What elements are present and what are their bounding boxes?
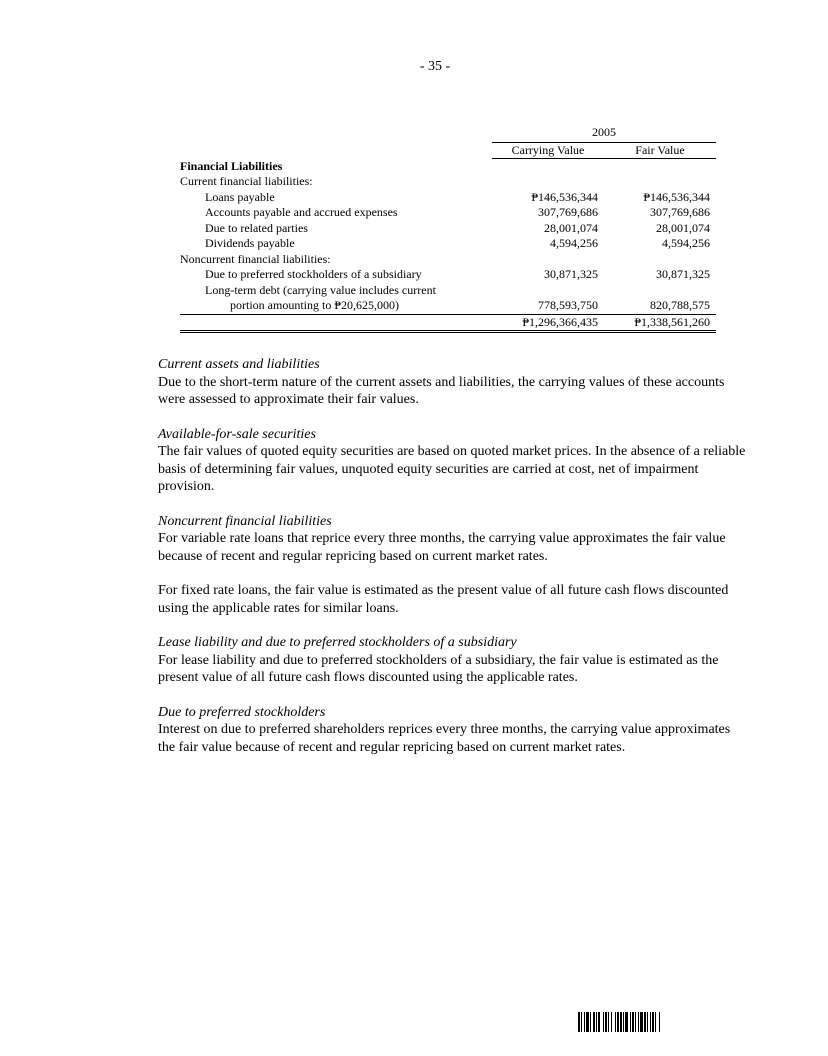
notes-section <box>158 356 748 773</box>
total-fair-value: ₱1,338,561,260 <box>604 314 716 332</box>
fair-value-cell: 4,594,256 <box>662 236 710 250</box>
note-available-for-sale <box>158 426 748 496</box>
note-title: Noncurrent financial liabilities <box>158 513 332 529</box>
table-row <box>180 236 716 252</box>
note-body: Due to the short-term nature of the current assets and liabilities, the carrying values of these accounts were assessed to approximate their fair values. <box>158 374 725 407</box>
row-label: portion amounting to ₱20,625,000) <box>180 298 492 314</box>
row-label: Long-term debt (carrying value includes current <box>205 282 436 297</box>
note-noncurrent-liabilities <box>158 513 748 566</box>
carrying-value-cell: 4,594,256 <box>550 236 598 250</box>
note-body: For lease liability and due to preferred stockholders of a subsidiary, the fair value is estimated as the present value of all future cash flows discounted using the applicable rates. <box>158 652 719 685</box>
table-row <box>180 252 716 268</box>
carrying-value-cell: ₱146,536,344 <box>531 189 598 204</box>
row-label: Accounts payable and accrued expenses <box>205 205 398 219</box>
row-label: Current financial liabilities: <box>180 174 313 188</box>
carrying-value-cell: 30,871,325 <box>544 267 598 281</box>
fair-value-cell: ₱146,536,344 <box>643 189 710 204</box>
table-row <box>180 174 716 190</box>
row-label: Loans payable <box>205 189 275 204</box>
total-carrying-value: ₱1,296,366,435 <box>492 314 604 332</box>
fair-value-cell: 307,769,686 <box>650 205 710 219</box>
note-title: Available-for-sale securities <box>158 426 316 442</box>
row-label: Noncurrent financial liabilities: <box>180 251 331 266</box>
barcode <box>578 1012 738 1032</box>
note-title: Current assets and liabilities <box>158 357 320 372</box>
note-title: Lease liability and due to preferred stockholders of a subsidiary <box>158 635 517 650</box>
total-row <box>180 314 716 332</box>
carrying-value-cell: 778,593,750 <box>492 298 604 314</box>
carrying-value-cell: 28,001,074 <box>544 220 598 235</box>
row-label: Due to preferred stockholders of a subsidiary <box>205 267 422 281</box>
fair-value-cell: 28,001,074 <box>656 220 710 235</box>
table-row <box>180 221 716 237</box>
note-body: For variable rate loans that reprice every three months, the carrying value approximates the fair value because of recent and regular repricing based on current market rates. <box>158 531 726 564</box>
fair-value-cell: 30,871,325 <box>656 267 710 281</box>
page-number: - 35 - <box>419 59 451 74</box>
table-row <box>180 283 716 299</box>
row-label: Due to related parties <box>205 220 308 235</box>
carrying-value-cell: 307,769,686 <box>538 205 598 219</box>
table-row <box>180 205 716 221</box>
carrying-value-header: Carrying Value <box>492 142 604 159</box>
note-fixed-rate-loans <box>158 582 748 617</box>
note-preferred-stockholders <box>158 704 748 757</box>
note-title: Due to preferred stockholders <box>158 704 326 720</box>
fair-value-header: Fair Value <box>604 142 716 159</box>
note-body: Interest on due to preferred shareholders reprices every three months, the carrying value approximates the fair value because of recent and regular repricing based on current market rates. <box>158 722 731 755</box>
financial-liabilities-table <box>180 125 716 333</box>
note-body: The fair values of quoted equity securities are based on quoted market prices. In the absence of a reliable basis of determining fair values, unquoted equity securities are carried at cost, net of impairment provision. <box>158 444 746 494</box>
section-title: Financial Liabilities <box>180 158 283 173</box>
note-current-assets <box>158 356 748 409</box>
table-row <box>180 298 716 314</box>
note-lease-liability <box>158 634 748 687</box>
fair-value-cell: 820,788,575 <box>604 298 716 314</box>
row-label: Dividends payable <box>205 236 295 250</box>
year-header: 2005 <box>492 125 716 142</box>
table-row <box>180 267 716 283</box>
table-row <box>180 190 716 206</box>
note-body: For fixed rate loans, the fair value is estimated as the present value of all future cash flows discounted using the applicable rates for similar loans. <box>158 583 729 616</box>
